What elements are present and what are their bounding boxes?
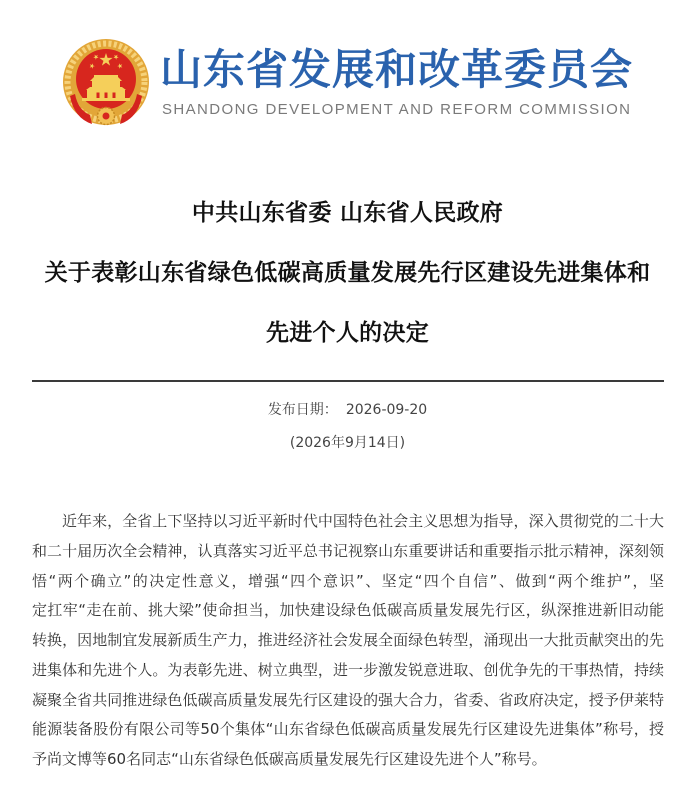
body-line: 能源装备股份有限公司等50个集体“山东省绿色低碳高质量发展先行区建设先进集体”称号，授: [32, 720, 664, 739]
org-name-en: SHANDONG DEVELOPMENT AND REFORM COMMISSION: [162, 101, 632, 118]
body-line: 近年来，全省上下坚持以习近平新时代中国特色社会主义思想为指导，深入贯彻党的二十大: [62, 512, 664, 530]
title-divider: [32, 380, 664, 382]
article-title-line-2: 先进个人的决定: [265, 320, 430, 346]
document-date: (2026年9月14日): [289, 435, 406, 451]
national-emblem-icon: [60, 38, 152, 128]
publish-date-value: 2026-09-20: [345, 402, 428, 418]
body-line: 凝聚全省共同推进绿色低碳高质量发展先行区建设的强大合力，省委、省政府决定，授予伊莱特: [32, 690, 664, 709]
publish-date-label: 发布日期：: [267, 402, 338, 418]
article-body: [32, 507, 664, 775]
publish-date-line: [0, 400, 695, 420]
body-line: 予尚文博等60名同志“山东省绿色低碳高质量发展先行区建设先进个人”称号。: [32, 750, 547, 768]
site-header-home-link[interactable]: [0, 0, 695, 140]
body-line: 定扛牢“走在前、挑大梁”使命担当，加快建设绿色低碳高质量发展先行区，纵深推进新旧动能: [32, 601, 664, 620]
body-line: 进集体和先进个人。为表彰先进、树立典型，进一步激发锐意进取、创优争先的干事热情，持续: [32, 660, 664, 679]
article-issuer: 中共山东省委 山东省人民政府: [191, 200, 504, 226]
article-heading: [20, 183, 675, 363]
body-line: 悟“两个确立”的决定性意义，增强“四个意识”、坚定“四个自信”、做到“两个维护”，坚: [32, 571, 664, 590]
org-name-cn: 山东省发展和改革委员会: [160, 45, 634, 94]
body-line: 和二十届历次全会精神，认真落实习近平总书记视察山东重要讲话和重要指示批示精神，深刻领: [32, 541, 664, 560]
body-line: 转换，因地制宜发展新质生产力，推进经济社会发展全面绿色转型，涌现出一大批贡献突出的先: [32, 631, 664, 649]
article-title-line-1: 关于表彰山东省绿色低碳高质量发展先行区建设先进集体和: [44, 260, 651, 286]
